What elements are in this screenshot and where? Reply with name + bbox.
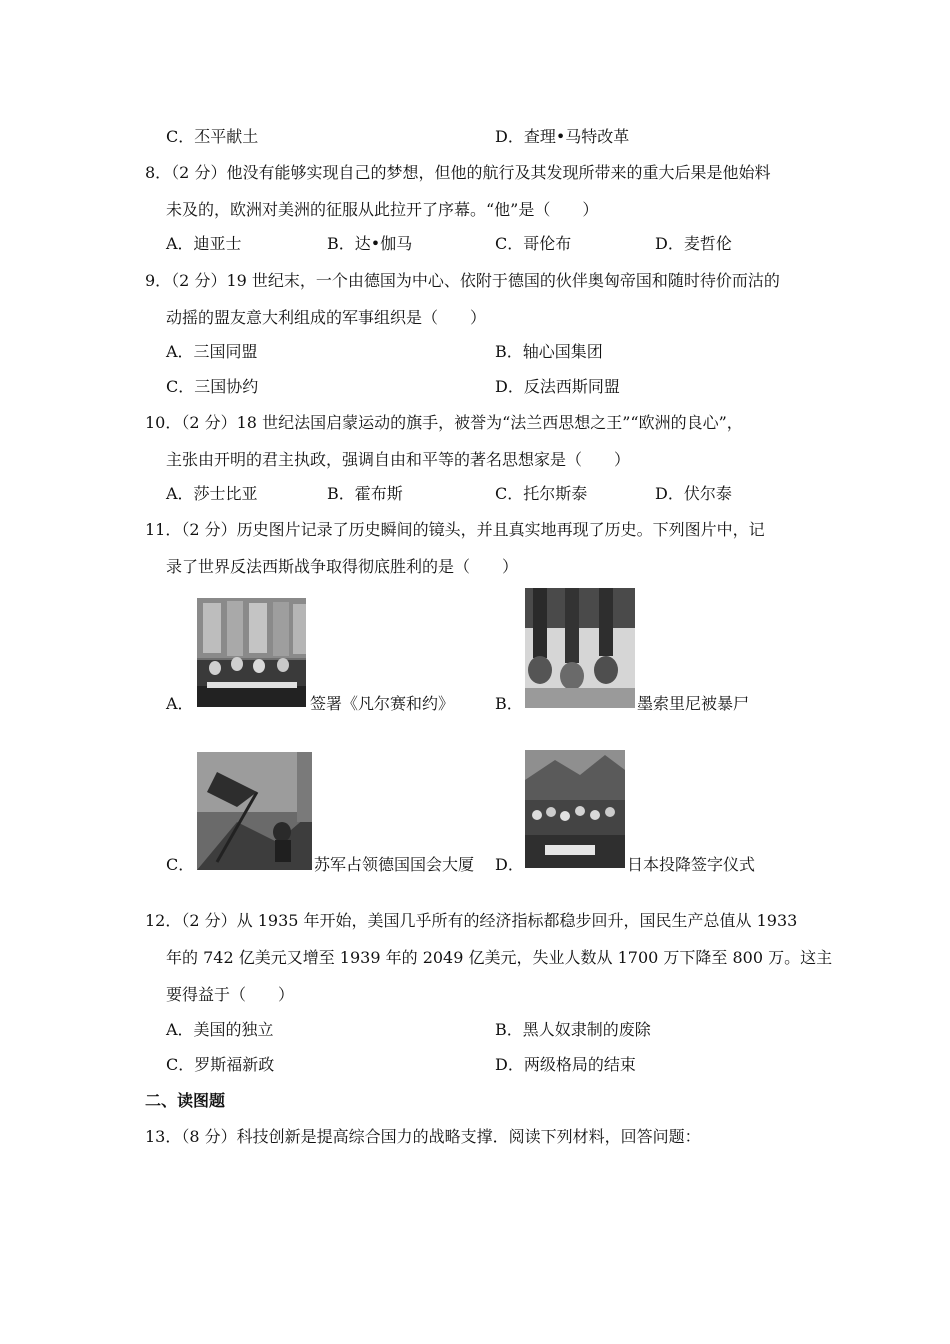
q8-stem-line1: 8．（2 分）他没有能够实现自己的梦想，但他的航行及其发现所带来的重大后果是他始料: [145, 163, 771, 182]
q9-stem-line1: 9．（2 分）19 世纪末，一个由德国为中心、依附于德国的伙伴奥匈帝国和随时待价而沽的: [145, 271, 780, 290]
q10-stem-line1: 10．（2 分）18 世纪法国启蒙运动的旗手，被誉为“法兰西思想之王”“欧洲的良心”，: [145, 413, 743, 432]
q9-stem-line2: 动摇的盟友意大利组成的军事组织是（ ）: [166, 308, 487, 327]
q11-option-a-letter: A．: [166, 694, 194, 713]
q11-option-b-letter: B．: [495, 694, 523, 713]
mussolini-photo-art: [525, 588, 635, 708]
q11-option-c-letter: C．: [166, 855, 195, 874]
q9-option-a: A．三国同盟: [166, 342, 258, 361]
versailles-signing-photo: [197, 598, 306, 707]
q11-stem-line2: 录了世界反法西斯战争取得彻底胜利的是（ ）: [166, 557, 519, 576]
q12-stem-line1: 12．（2 分）从 1935 年开始，美国几乎所有的经济指标都稳步回升，国民生产总值从 1933: [145, 911, 798, 930]
q12-option-d: D．两级格局的结束: [495, 1055, 636, 1074]
q11-option-d-caption: 日本投降签字仪式: [627, 855, 756, 874]
q7-option-d: D．查理•马特改革: [495, 127, 630, 146]
q11-option-d-letter: D．: [495, 855, 524, 874]
q11-stem-line1: 11．（2 分）历史图片记录了历史瞬间的镜头，并且真实地再现了历史。下列图片中，记: [145, 520, 765, 539]
q8-option-c: C．哥伦布: [495, 234, 572, 253]
q11-option-a-caption: 签署《凡尔赛和约》: [310, 694, 455, 713]
q10-option-c: C．托尔斯泰: [495, 484, 588, 503]
q11-option-b-caption: 墨索里尼被暴尸: [637, 694, 750, 713]
q10-option-d: D．伏尔泰: [655, 484, 732, 503]
q8-stem-line2: 未及的，欧洲对美洲的征服从此拉开了序幕。“他”是（ ）: [166, 200, 599, 219]
q9-option-b: B．轴心国集团: [495, 342, 603, 361]
mussolini-photo: [525, 588, 635, 708]
q12-stem-line3: 要得益于（ ）: [166, 985, 295, 1004]
reichstag-photo: [197, 752, 312, 870]
q9-option-d: D．反法西斯同盟: [495, 377, 620, 396]
q8-option-a: A．迪亚士: [166, 234, 242, 253]
versailles-photo-art: [197, 598, 306, 707]
japan-surrender-photo-art: [525, 750, 625, 868]
q12-stem-line2: 年的 742 亿美元又增至 1939 年的 2049 亿美元，失业人数从 1700 万下降至 800 万。这主: [166, 948, 833, 967]
q7-option-c: C．丕平献土: [166, 127, 259, 146]
section-title: 二、读图题: [145, 1091, 226, 1110]
japan-surrender-photo: [525, 750, 625, 868]
q12-option-b: B．黑人奴隶制的废除: [495, 1020, 651, 1039]
q10-option-b: B．霍布斯: [327, 484, 403, 503]
q8-option-b: B．达•伽马: [327, 234, 413, 253]
reichstag-photo-art: [197, 752, 312, 870]
q9-option-c: C．三国协约: [166, 377, 259, 396]
q13-stem-line1: 13．（8 分）科技创新是提高综合国力的战略支撑．阅读下列材料，回答问题：: [145, 1127, 701, 1146]
q10-option-a: A．莎士比亚: [166, 484, 258, 503]
q12-option-a: A．美国的独立: [166, 1020, 274, 1039]
q8-option-d: D．麦哲伦: [655, 234, 732, 253]
q12-option-c: C．罗斯福新政: [166, 1055, 275, 1074]
q11-option-c-caption: 苏军占领德国国会大厦: [314, 855, 475, 874]
q10-stem-line2: 主张由开明的君主执政，强调自由和平等的著名思想家是（ ）: [166, 450, 631, 469]
